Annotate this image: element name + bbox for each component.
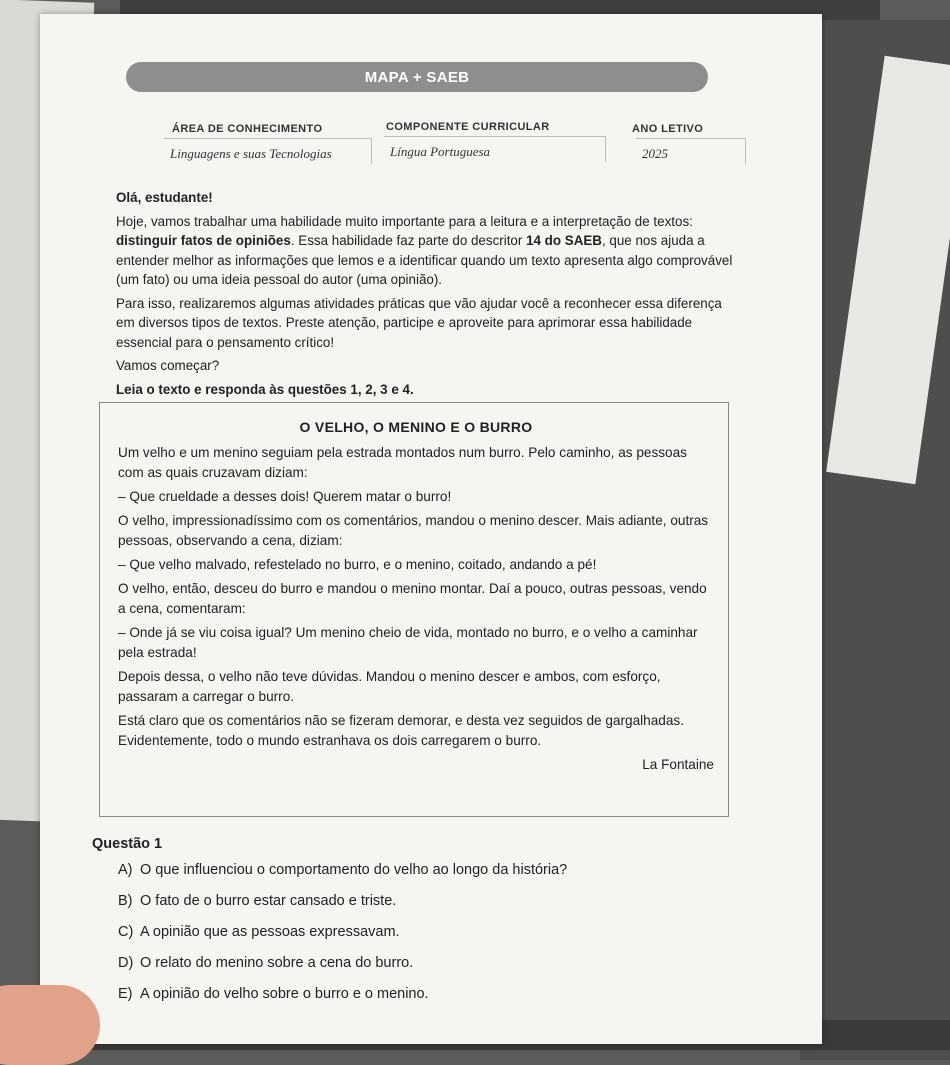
greeting: Olá, estudante! xyxy=(116,190,213,205)
question-options xyxy=(118,862,567,1017)
intro-text: . Essa habilidade faz parte do descritor xyxy=(290,233,527,248)
answer-option-d[interactable] xyxy=(118,955,567,986)
option-text: A opinião do velho sobre o burro e o menino. xyxy=(140,986,429,1002)
answer-option-c[interactable] xyxy=(118,924,567,955)
option-text: A opinião que as pessoas expressavam. xyxy=(140,924,400,940)
story-paragraph: Um velho e um menino seguiam pela estrada montados num burro. Pelo caminho, as pessoas com as quais cruzavam diziam: xyxy=(118,445,687,480)
option-letter: E) xyxy=(118,986,133,1002)
intro-paragraph-3: Vamos começar? xyxy=(116,358,220,373)
option-letter: D) xyxy=(118,955,134,971)
answer-option-b[interactable] xyxy=(118,893,567,924)
intro-text: , que nos ajuda a entender melhor as informações que lemos e a identificar quando um texto apresenta algo comprovável (um fato) ou uma ideia pessoal do autor (uma opinião). xyxy=(116,233,733,287)
story-paragraph: O velho, então, desceu do burro e mandou o menino montar. Daí a pouco, outras pessoas, vendo a cena, comentaram: xyxy=(118,581,707,616)
answer-option-e[interactable] xyxy=(118,986,567,1017)
page-banner: MAPA + SAEB xyxy=(126,62,708,92)
component-field: Língua Portuguesa xyxy=(384,136,606,162)
story-paragraph: Depois dessa, o velho não teve dúvidas. Mandou o menino descer e ambos, com esforço, passaram a carregar o burro. xyxy=(118,669,661,704)
story-paragraph: Está claro que os comentários não se fizeram demorar, e desta vez seguidos de gargalhadas. Evidentemente, todo o mundo estranhava os dois carregarem o burro. xyxy=(118,713,684,748)
intro-text: Hoje, vamos trabalhar uma habilidade muito importante para a leitura e a interpretação de textos: xyxy=(116,213,693,229)
option-letter: B) xyxy=(118,893,133,909)
story-paragraph: O velho, impressionadíssimo com os comentários, mandou o menino descer. Mais adiante, outras pessoas, observando a cena, diziam: xyxy=(118,513,709,548)
option-text: O fato de o burro estar cansado e triste. xyxy=(140,893,397,909)
area-label: ÁREA DE CONHECIMENTO xyxy=(172,123,323,135)
area-field: Linguagens e suas Tecnologias xyxy=(164,138,372,164)
year-field: 2025 xyxy=(636,138,746,164)
intro-highlight: 14 do SAEB xyxy=(526,233,602,248)
intro-paragraph-1 xyxy=(116,212,736,290)
year-label: ANO LETIVO xyxy=(632,123,704,135)
thumb xyxy=(0,985,100,1065)
option-letter: C) xyxy=(118,924,134,940)
intro-paragraph-2: Para isso, realizaremos algumas atividades práticas que vão ajudar você a reconhecer essa diferença em diversos tipos de textos. Preste atenção, participe e aproveite para aprimorar essa habilidade essencial para o pensamento crítico! xyxy=(116,295,722,350)
story-paragraph: – Que crueldade a desses dois! Querem matar o burro! xyxy=(118,489,452,504)
story-box xyxy=(99,402,729,817)
option-text: O que influenciou o comportamento do velho ao longo da história? xyxy=(140,862,568,878)
story-paragraph: – Que velho malvado, refestelado no burro, e o menino, coitado, andando a pé! xyxy=(118,557,597,572)
story-author: La Fontaine xyxy=(642,757,714,772)
reading-instruction: Leia o texto e responda às questões 1, 2, 3 e 4. xyxy=(116,381,414,397)
component-label: COMPONENTE CURRICULAR xyxy=(386,121,550,133)
answer-option-a[interactable] xyxy=(118,862,567,893)
intro-highlight: distinguir fatos de opiniões xyxy=(116,233,291,248)
option-letter: A) xyxy=(118,862,133,878)
story-paragraph: – Onde já se viu coisa igual? Um menino cheio de vida, montado no burro, e o velho a caminhar pela estrada! xyxy=(118,625,698,660)
story-title: O VELHO, O MENINO E O BURRO xyxy=(299,419,533,435)
intro-section xyxy=(116,188,736,403)
question-title: Questão 1 xyxy=(92,836,163,852)
option-text: O relato do menino sobre a cena do burro. xyxy=(140,955,414,971)
